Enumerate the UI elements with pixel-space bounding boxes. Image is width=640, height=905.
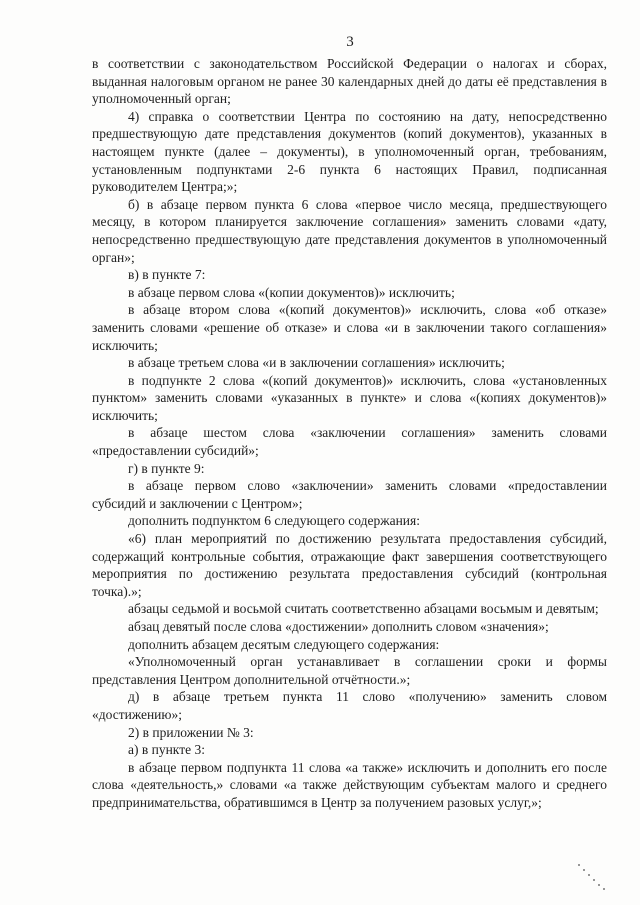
paragraph: в абзаце шестом слова «заключении соглашения» заменить словами «предоставлении субсидий»;	[92, 425, 607, 459]
paragraph: в абзаце третьем слова «и в заключении соглашения» исключить;	[128, 355, 505, 371]
paragraph: дополнить абзацем десятым следующего содержания:	[128, 636, 440, 652]
paragraph: в абзаце втором слова «(копий документов)» исключить, слова «об отказе» заменить словами «решение об отказе» и слова «и в заключении такого соглашения» исключить;	[92, 302, 607, 353]
paragraph: в абзаце первом подпункта 11 слова «а также» исключить и дополнить его после слова «деятельность,» словами «а также действующим субъектам малого и среднего предпринимательства, обратившимся в Центр за получением разовых услуг,»;	[92, 759, 607, 810]
paragraph: «Уполномоченный орган устанавливает в соглашении сроки и формы представления Центром дополнительной отчётности.»;	[92, 654, 607, 687]
paragraph: а) в пункте 3:	[128, 742, 205, 758]
paragraph: б) в абзаце первом пункта 6 слова «первое число месяца, предшествующего месяцу, в котором планируется заключение соглашения» заменить словами «дату, непосредственно предшествующую дате представления документов в уполномоченный орган»;	[92, 196, 607, 265]
paragraph: дополнить подпунктом 6 следующего содержания:	[128, 513, 420, 529]
paragraph: в) в пункте 7:	[128, 267, 206, 283]
paragraph: г) в пункте 9:	[128, 460, 205, 476]
paragraph: в соответствии с законодательством Российской Федерации о налогах и сборах, выданная налоговым органом не ранее 30 календарных дней до даты её представления в уполномоченный орган;	[92, 56, 607, 107]
paragraph: абзацы седьмой и восьмой считать соответственно абзацами восьмым и девятым;	[128, 601, 599, 617]
page-number: 3	[346, 34, 354, 50]
paragraph: абзац девятый после слова «достижении» дополнить словом «значения»;	[128, 619, 549, 634]
paragraph: 2) в приложении № 3:	[128, 724, 254, 740]
document-body	[92, 55, 607, 812]
paragraph: в абзаце первом слово «заключении» заменить словами «предоставлении субсидий и заключении с Центром»;	[92, 478, 607, 511]
paragraph: д) в абзаце третьем пункта 11 слово «получению» заменить словом «достижению»;	[92, 689, 607, 722]
paragraph: в абзаце первом слова «(копии документов)» исключить;	[128, 284, 455, 300]
scan-artifact	[574, 862, 614, 892]
paragraph: в подпункте 2 слова «(копий документов)» исключить, слова «установленных пунктом» заменить словами «указанных в пункте» и слова «(копиях документов)» исключить;	[92, 372, 607, 423]
paragraph: 4) справка о соответствии Центра по состоянию на дату, непосредственно предшествующую дате представления документов (копий документов), указанных в настоящем пункте (далее – документы), в уполномоченный орган, требованиям, установленным подпунктами 2-6 пункта 6 настоящих Правил, подписанная руководителем Центра;»;	[92, 108, 607, 195]
paragraph: «6) план мероприятий по достижению результата предоставления субсидий, содержащий контрольные события, отражающие факт завершения соответствующего мероприятия по достижению результата предоставления субсидий (контрольная точка).»;	[92, 531, 607, 599]
